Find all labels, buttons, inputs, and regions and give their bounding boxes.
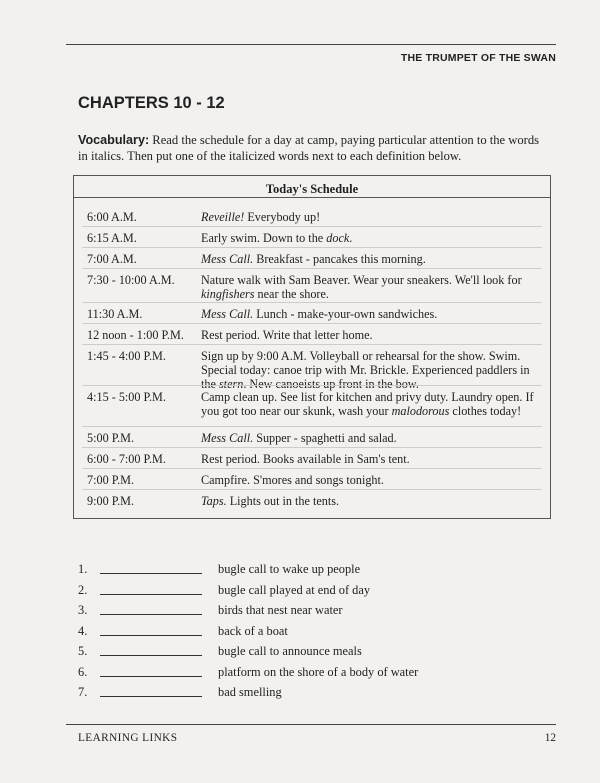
schedule-activity — [201, 452, 541, 466]
activity-text: Sign up by 9:00 A.M. Volleyball or rehearsal for the show. Swim. Special today: canoe trip with Mr. Brickle. Experienced paddlers in the — [201, 349, 530, 391]
schedule-time: 6:00 - 7:00 P.M. — [87, 452, 166, 466]
definition-item — [78, 602, 548, 618]
schedule-time: 7:00 P.M. — [87, 473, 135, 487]
definition-number: 2. — [78, 582, 88, 597]
definition-item — [78, 684, 548, 700]
vocabulary-text: Read the schedule for a day at camp, paying particular attention to the words in italics. Then put one of the italicized words next to each definition below. — [78, 133, 540, 163]
definition-text: back of a boat — [218, 623, 288, 638]
schedule-activity — [201, 252, 541, 266]
definition-item — [78, 561, 548, 577]
definition-item — [78, 623, 548, 639]
publisher-label: LEARNING LINKS — [78, 732, 178, 744]
row-divider — [82, 468, 542, 469]
activity-text: Early swim. Down to the — [201, 231, 327, 245]
italic-vocab-word: Mess Call. — [201, 307, 254, 321]
definition-text: bugle call to wake up people — [218, 562, 361, 576]
activity-text: . New canoeists up front in the bow. — [243, 377, 419, 391]
schedule-time: 7:30 - 10:00 A.M. — [87, 273, 175, 287]
definition-number: 1. — [78, 562, 88, 576]
schedule-activity — [201, 431, 541, 445]
schedule-time: 4:15 - 5:00 P.M. — [87, 390, 166, 404]
definition-item — [78, 582, 548, 598]
definition-text: bugle call to announce meals — [218, 644, 362, 658]
schedule-time: 5:00 P.M. — [87, 431, 135, 445]
schedule-activity — [201, 210, 541, 224]
activity-text: Rest period. Books available in Sam's tent. — [201, 452, 410, 466]
header-rule — [66, 44, 556, 45]
footer-rule — [66, 724, 556, 725]
chapter-heading: CHAPTERS 10 - 12 — [78, 94, 225, 112]
row-divider — [82, 489, 542, 490]
definition-text: bugle call played at end of day — [218, 582, 371, 597]
schedule-title: Today's Schedule — [74, 176, 550, 198]
answer-blank[interactable] — [100, 676, 202, 677]
definition-number: 6. — [78, 664, 88, 679]
schedule-activity — [201, 231, 541, 245]
definition-text: platform on the shore of a body of water — [218, 664, 419, 679]
row-divider — [82, 247, 542, 248]
definition-text: bad smelling — [218, 685, 282, 699]
activity-text: Nature walk with Sam Beaver. Wear your sneakers. We'll look for — [201, 273, 522, 287]
row-divider — [82, 268, 542, 269]
definition-number: 5. — [78, 644, 88, 658]
italic-vocab-word: dock — [326, 231, 350, 245]
row-divider — [82, 344, 542, 345]
answer-blank[interactable] — [100, 594, 202, 595]
activity-text: . — [349, 231, 353, 245]
schedule-time: 6:15 A.M. — [87, 231, 137, 245]
italic-vocab-word: Taps. — [201, 494, 227, 508]
activity-text: Rest period. Write that letter home. — [201, 328, 373, 342]
definition-number: 7. — [78, 685, 88, 699]
definition-number: 4. — [78, 623, 88, 638]
schedule-activity — [201, 494, 541, 508]
row-divider — [82, 426, 542, 427]
answer-blank[interactable] — [100, 573, 202, 574]
row-divider — [82, 385, 542, 386]
schedule-time: 11:30 A.M. — [87, 307, 143, 321]
activity-text: Campfire. S'mores and songs tonight. — [201, 473, 384, 487]
activity-text: near the shore. — [254, 287, 329, 301]
book-title: THE TRUMPET OF THE SWAN — [400, 52, 556, 64]
row-divider — [82, 226, 542, 227]
activity-text: Lights out in the tents. — [226, 494, 340, 508]
activity-text: Everybody up! — [244, 210, 321, 224]
page-number: 12 — [544, 732, 556, 744]
activity-text: Supper - spaghetti and salad. — [253, 431, 397, 445]
answer-blank[interactable] — [100, 655, 202, 656]
vocabulary-label: Vocabulary: — [78, 133, 150, 147]
schedule-time: 6:00 A.M. — [87, 210, 137, 224]
italic-vocab-word: malodorous — [391, 404, 450, 418]
row-divider — [82, 323, 542, 324]
row-divider — [82, 302, 542, 303]
activity-text: Breakfast - pancakes this morning. — [253, 252, 426, 266]
italic-vocab-word: kingfishers — [201, 287, 255, 301]
italic-vocab-word: Mess Call. — [201, 252, 254, 266]
schedule-box — [73, 175, 551, 519]
definition-text: birds that nest near water — [218, 603, 343, 617]
schedule-time: 7:00 A.M. — [87, 252, 137, 266]
activity-text: Camp clean up. See list for kitchen and privy duty. Laundry open. If you got too near our skunk, wash your — [201, 390, 534, 418]
schedule-activity — [201, 390, 541, 418]
schedule-activity — [201, 328, 541, 342]
schedule-activity — [201, 473, 541, 487]
row-divider — [82, 447, 542, 448]
italic-vocab-word: Mess Call. — [201, 431, 254, 445]
schedule-time: 1:45 - 4:00 P.M. — [87, 349, 166, 363]
italic-vocab-word: stern — [218, 377, 244, 391]
activity-text: clothes today! — [449, 404, 522, 418]
schedule-time: 9:00 P.M. — [87, 494, 135, 508]
answer-blank[interactable] — [100, 635, 202, 636]
schedule-time: 12 noon - 1:00 P.M. — [87, 328, 184, 342]
italic-vocab-word: Reveille! — [201, 210, 245, 224]
answer-blank[interactable] — [100, 614, 202, 615]
definition-item — [78, 664, 548, 680]
definition-number: 3. — [78, 603, 88, 617]
vocabulary-instructions — [78, 132, 548, 164]
schedule-activity — [201, 273, 541, 301]
definition-item — [78, 643, 548, 659]
schedule-activity — [201, 307, 541, 321]
activity-text: Lunch - make-your-own sandwiches. — [253, 307, 438, 321]
answer-blank[interactable] — [100, 696, 202, 697]
